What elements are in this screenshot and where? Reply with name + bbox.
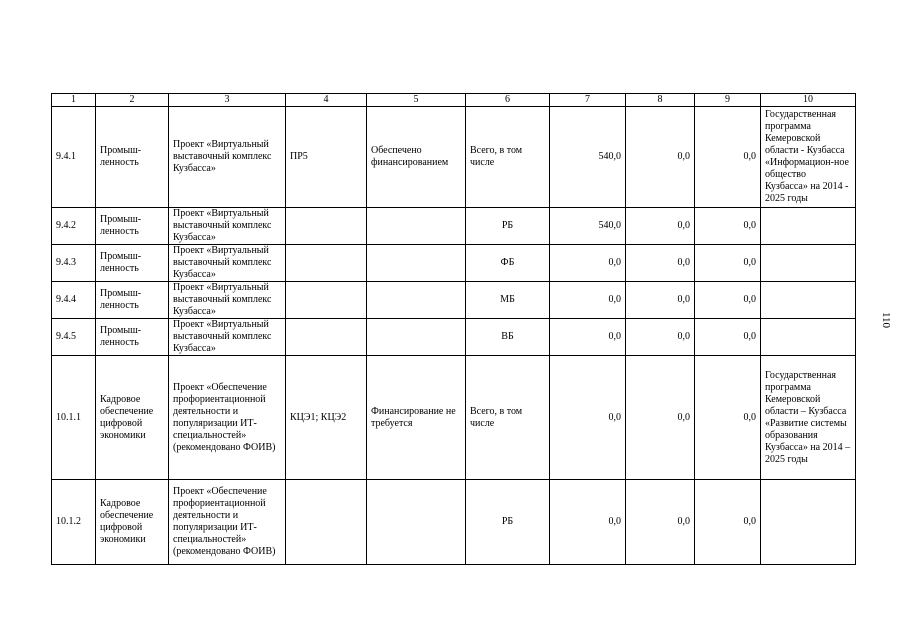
indicator-cell xyxy=(286,245,367,282)
header-cell: 3 xyxy=(169,94,286,107)
source-cell: МБ xyxy=(466,282,550,319)
amount-cell: 0,0 xyxy=(695,107,761,208)
budget-table xyxy=(51,93,856,565)
project-cell: Проект «Виртуальный выставочный комплекс Кузбасса» xyxy=(169,208,286,245)
project-cell: Проект «Виртуальный выставочный комплекс Кузбасса» xyxy=(169,245,286,282)
indicator-cell xyxy=(286,480,367,565)
table-row xyxy=(52,356,856,480)
financing-status-cell xyxy=(367,208,466,245)
amount-cell: 0,0 xyxy=(550,356,626,480)
table-row xyxy=(52,245,856,282)
table-row xyxy=(52,282,856,319)
header-cell: 9 xyxy=(695,94,761,107)
program-cell xyxy=(761,245,856,282)
program-cell: Государственная программа Кемеровской области - Кузбасса «Информацион-ное общество Кузбасса» на 2014 - 2025 годы xyxy=(761,107,856,208)
program-cell xyxy=(761,319,856,356)
row-number-cell: 10.1.1 xyxy=(52,356,96,480)
financing-status-cell: Обеспечено финансированием xyxy=(367,107,466,208)
header-cell: 5 xyxy=(367,94,466,107)
amount-cell: 0,0 xyxy=(626,245,695,282)
sector-cell: Кадровое обеспечение цифровой экономики xyxy=(96,480,169,565)
project-cell: Проект «Виртуальный выставочный комплекс Кузбасса» xyxy=(169,107,286,208)
source-cell: ВБ xyxy=(466,319,550,356)
amount-cell: 0,0 xyxy=(695,208,761,245)
amount-cell: 540,0 xyxy=(550,107,626,208)
amount-cell: 0,0 xyxy=(550,480,626,565)
source-cell: Всего, в том числе xyxy=(466,356,550,480)
financing-status-cell xyxy=(367,282,466,319)
indicator-cell: ПР5 xyxy=(286,107,367,208)
source-cell: РБ xyxy=(466,480,550,565)
table-row xyxy=(52,480,856,565)
row-number-cell: 10.1.2 xyxy=(52,480,96,565)
program-cell: Государственная программа Кемеровской области – Кузбасса «Развитие системы образования Кузбасса» на 2014 – 2025 годы xyxy=(761,356,856,480)
header-cell: 6 xyxy=(466,94,550,107)
amount-cell: 0,0 xyxy=(626,208,695,245)
header-cell: 2 xyxy=(96,94,169,107)
amount-cell: 0,0 xyxy=(626,480,695,565)
source-cell: Всего, в том числе xyxy=(466,107,550,208)
amount-cell: 0,0 xyxy=(695,319,761,356)
amount-cell: 0,0 xyxy=(626,107,695,208)
table-row xyxy=(52,319,856,356)
header-cell: 10 xyxy=(761,94,856,107)
sector-cell: Промыш- ленность xyxy=(96,282,169,319)
row-number-cell: 9.4.1 xyxy=(52,107,96,208)
program-cell xyxy=(761,480,856,565)
header-row xyxy=(52,94,856,107)
source-cell: ФБ xyxy=(466,245,550,282)
sector-cell: Промыш- ленность xyxy=(96,319,169,356)
indicator-cell: КЦЭ1; КЦЭ2 xyxy=(286,356,367,480)
sector-cell: Промыш- ленность xyxy=(96,245,169,282)
project-cell: Проект «Обеспечение профориентационной деятельности и популяризации ИТ-специальностей» (рекомендовано ФОИВ) xyxy=(169,356,286,480)
amount-cell: 0,0 xyxy=(695,282,761,319)
indicator-cell xyxy=(286,282,367,319)
program-cell xyxy=(761,282,856,319)
financing-status-cell xyxy=(367,480,466,565)
amount-cell: 0,0 xyxy=(626,319,695,356)
financing-status-cell: Финансирование не требуется xyxy=(367,356,466,480)
header-cell: 7 xyxy=(550,94,626,107)
page-number: 110 xyxy=(880,311,893,329)
row-number-cell: 9.4.3 xyxy=(52,245,96,282)
row-number-cell: 9.4.5 xyxy=(52,319,96,356)
amount-cell: 0,0 xyxy=(695,480,761,565)
amount-cell: 0,0 xyxy=(626,282,695,319)
table-row xyxy=(52,107,856,208)
financing-status-cell xyxy=(367,319,466,356)
project-cell: Проект «Виртуальный выставочный комплекс Кузбасса» xyxy=(169,319,286,356)
amount-cell: 0,0 xyxy=(695,245,761,282)
sector-cell: Промыш- ленность xyxy=(96,208,169,245)
sector-cell: Кадровое обеспечение цифровой экономики xyxy=(96,356,169,480)
table-row xyxy=(52,208,856,245)
row-number-cell: 9.4.2 xyxy=(52,208,96,245)
amount-cell: 540,0 xyxy=(550,208,626,245)
amount-cell: 0,0 xyxy=(550,319,626,356)
project-cell: Проект «Обеспечение профориентационной деятельности и популяризации ИТ-специальностей» (рекомендовано ФОИВ) xyxy=(169,480,286,565)
amount-cell: 0,0 xyxy=(695,356,761,480)
program-cell xyxy=(761,208,856,245)
source-cell: РБ xyxy=(466,208,550,245)
financing-status-cell xyxy=(367,245,466,282)
header-cell: 4 xyxy=(286,94,367,107)
project-cell: Проект «Виртуальный выставочный комплекс Кузбасса» xyxy=(169,282,286,319)
amount-cell: 0,0 xyxy=(626,356,695,480)
indicator-cell xyxy=(286,319,367,356)
amount-cell: 0,0 xyxy=(550,282,626,319)
header-cell: 8 xyxy=(626,94,695,107)
row-number-cell: 9.4.4 xyxy=(52,282,96,319)
header-cell: 1 xyxy=(52,94,96,107)
indicator-cell xyxy=(286,208,367,245)
amount-cell: 0,0 xyxy=(550,245,626,282)
sector-cell: Промыш- ленность xyxy=(96,107,169,208)
